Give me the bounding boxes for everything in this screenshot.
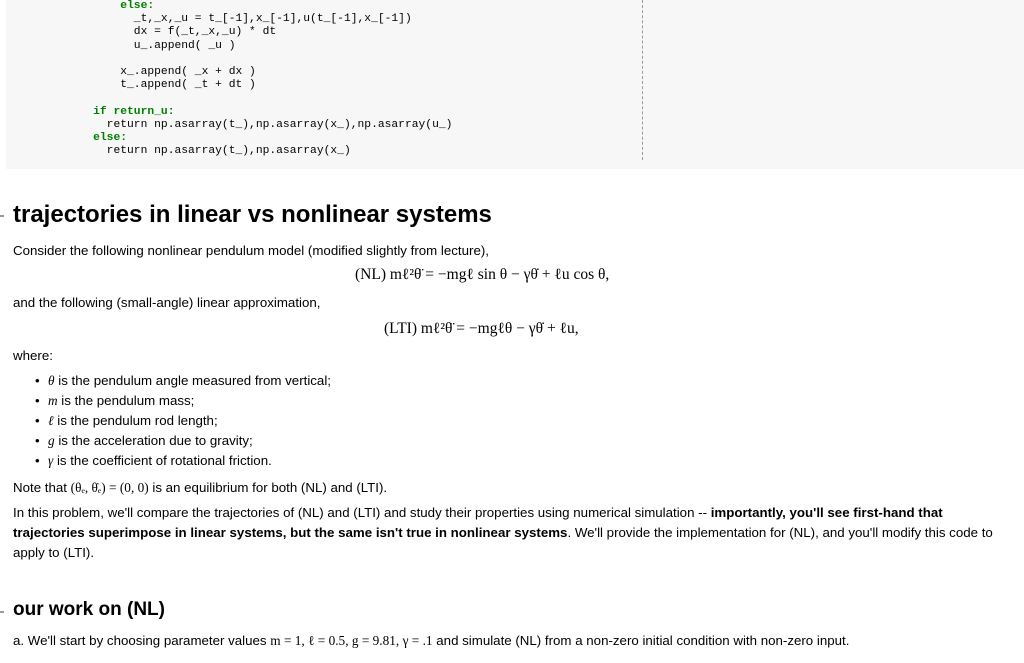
code-line: if return_u: — [66, 105, 175, 118]
paragraph-text: In this problem, we'll compare the trajectories of (NL) and (LTI) and study their properties using numerical simulation -- — [13, 505, 711, 520]
code-line: u_.append( _u ) — [66, 39, 236, 52]
section-title-our-work: our work on (NL) — [13, 599, 165, 620]
list-item-text: is the pendulum angle measured from vertical; — [54, 373, 331, 388]
item-a-math: m = 1, ℓ = 0.5, g = 9.81, γ = .1 — [270, 633, 433, 648]
section-title-trajectories: trajectories in linear vs nonlinear systems — [13, 201, 492, 228]
list-item — [35, 371, 331, 391]
list-item — [35, 451, 272, 471]
paragraph-bold: importantly, you'll see first-hand that — [710, 505, 943, 520]
paragraph-line-1 — [13, 503, 943, 523]
list-item — [35, 391, 194, 411]
item-a-prefix: a. We'll start by choosing parameter values — [13, 633, 271, 648]
paragraph-text: . We'll provide the implementation for (NL), and you'll modify this code to — [567, 525, 993, 540]
list-item-text: is the pendulum mass; — [57, 393, 195, 408]
where-label: where: — [13, 348, 53, 363]
heading-anchor-marker — [0, 611, 4, 613]
intro-text: Consider the following nonlinear pendulum model (modified slightly from lecture), — [13, 243, 489, 258]
bullet-icon: • — [35, 433, 40, 448]
list-item — [35, 431, 253, 451]
code-line: dx = f(_t,_x,_u) * dt — [66, 26, 277, 39]
item-a-text — [13, 631, 849, 651]
code-line: return np.asarray(t_),np.asarray(x_) — [66, 145, 351, 158]
code-line: _t,_x,_u = t_[-1],x_[-1],u(t_[-1],x_[-1]) — [66, 13, 412, 26]
code-line: t_.append( _t + dt ) — [66, 79, 256, 92]
heading-anchor-marker — [0, 215, 4, 217]
equation-nl: (NL) mℓ²θ̈ = −mgℓ sin θ − γθ̇ + ℓu cos θ, — [355, 266, 610, 283]
paragraph-bold: trajectories superimpose in linear systems, but the same isn't true in nonlinear systems — [13, 525, 568, 540]
list-item-text: is the acceleration due to gravity; — [54, 433, 253, 448]
code-cell[interactable] — [6, 0, 1024, 169]
equation-lti: (LTI) mℓ²θ̈ = −mgℓθ − γθ̇ + ℓu, — [384, 320, 579, 337]
bullet-icon: • — [35, 453, 40, 468]
code-line: else: — [66, 132, 128, 145]
code-block — [66, 0, 452, 158]
bullet-icon: • — [35, 373, 40, 388]
symbol: g — [48, 433, 55, 448]
paragraph-line-2 — [13, 523, 993, 543]
list-item-text: is the coefficient of rotational friction. — [53, 453, 272, 468]
list-item — [35, 411, 218, 431]
paragraph-line-3: apply to (LTI). — [13, 545, 95, 560]
code-line: return np.asarray(t_),np.asarray(x_),np.asarray(u_) — [66, 118, 453, 131]
symbol: ℓ — [48, 413, 54, 428]
symbol: γ — [48, 453, 54, 468]
symbol: θ — [48, 373, 55, 388]
symbol: m — [48, 393, 58, 408]
bullet-icon: • — [35, 413, 40, 428]
code-line: else: — [66, 0, 155, 12]
note-text — [13, 478, 387, 498]
code-line: x_.append( _x + dx ) — [66, 66, 256, 79]
list-item-text: is the pendulum rod length; — [53, 413, 218, 428]
item-a-suffix: and simulate (NL) from a non-zero initial condition with non-zero input. — [432, 633, 850, 648]
note-prefix: Note that — [13, 480, 71, 495]
bullet-icon: • — [35, 393, 40, 408]
note-math: (θₑ, θ̇ₑ) = (0, 0) — [70, 480, 149, 495]
approx-intro-text: and the following (small-angle) linear approximation, — [13, 295, 321, 310]
line-length-ruler — [642, 0, 643, 160]
note-suffix: is an equilibrium for both (NL) and (LTI). — [148, 480, 388, 495]
